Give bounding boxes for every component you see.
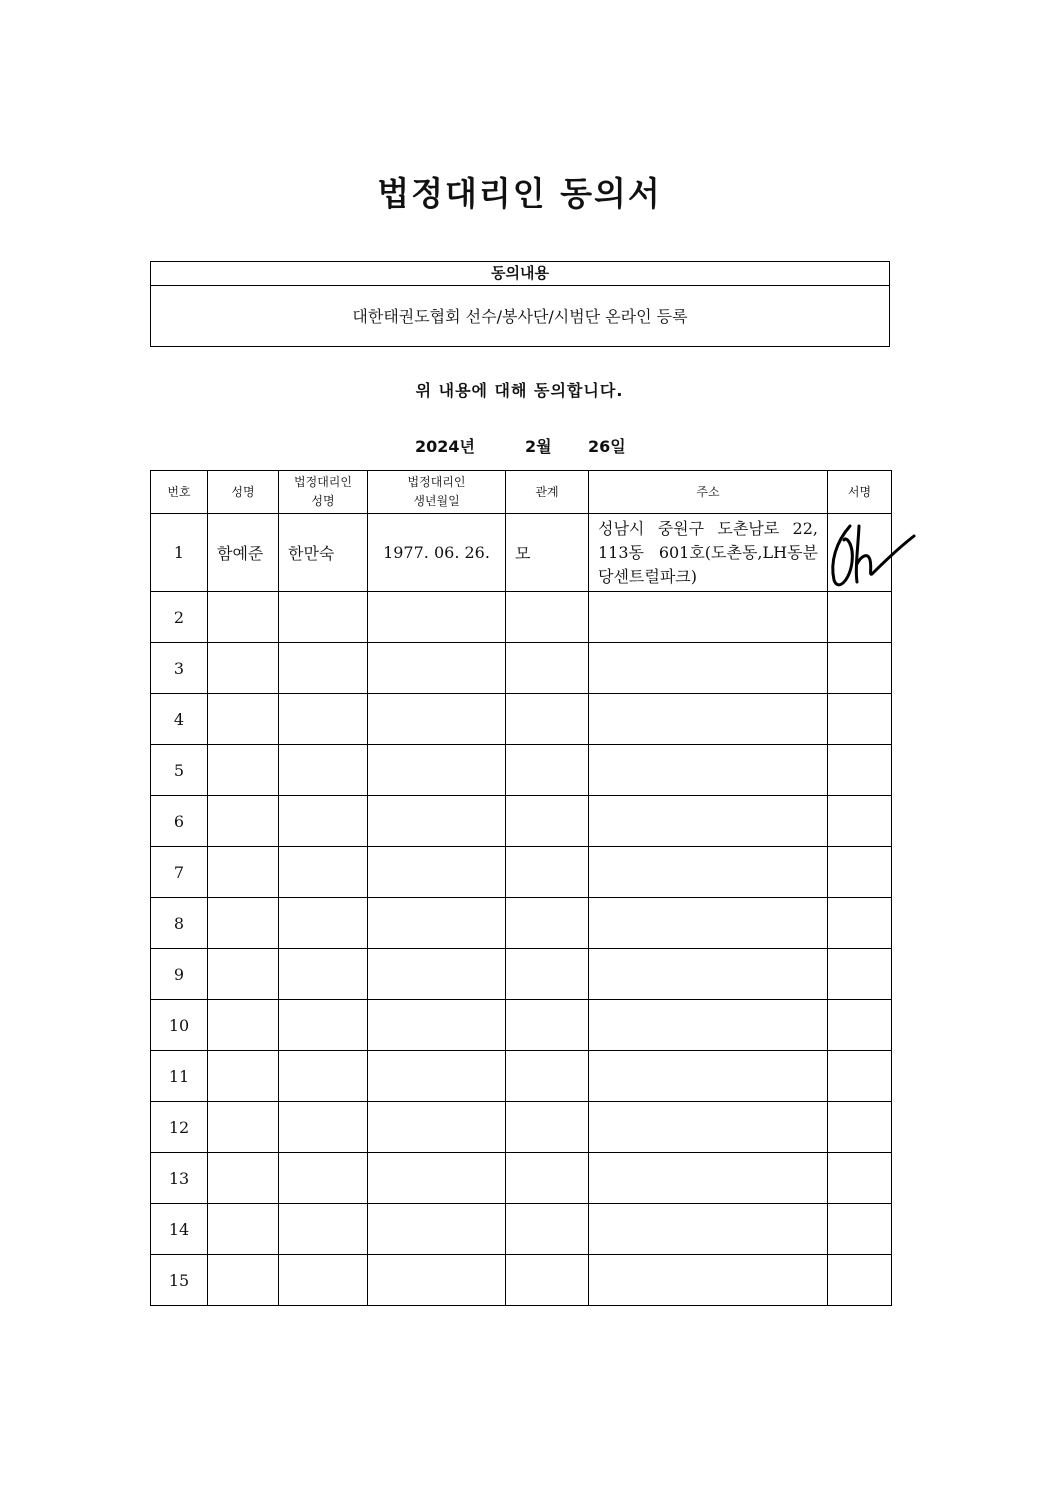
row-number: 3 xyxy=(151,643,208,694)
row-number: 2 xyxy=(151,592,208,643)
table-row xyxy=(151,949,892,1000)
document-title: 법정대리인 동의서 xyxy=(377,174,662,213)
row-number: 5 xyxy=(151,745,208,796)
row-number: 10 xyxy=(151,1000,208,1051)
table-row xyxy=(151,745,892,796)
date-day: 26일 xyxy=(588,437,626,456)
table-row xyxy=(151,643,892,694)
agreement-statement: 위 내용에 대해 동의합니다. xyxy=(415,381,624,400)
address: 성남시 중원구 도촌남로 22, 113동 601호(도촌동,LH동분당센트럴파크) xyxy=(589,514,828,592)
row-number: 15 xyxy=(151,1255,208,1306)
relation: 모 xyxy=(506,514,589,592)
header-signature: 서명 xyxy=(828,471,892,514)
table-row xyxy=(151,1153,892,1204)
guardian-name: 한만숙 xyxy=(279,514,368,592)
header-address: 주소 xyxy=(589,471,828,514)
date-month: 2월 xyxy=(525,437,552,456)
table-row xyxy=(151,592,892,643)
header-guardian-birth xyxy=(368,471,506,514)
table-row xyxy=(151,898,892,949)
consent-header: 동의내용 xyxy=(151,262,889,286)
row-number: 9 xyxy=(151,949,208,1000)
header-guardian-name-line2: 성명 xyxy=(311,494,335,508)
consent-content: 대한태권도협회 선수/봉사단/시범단 온라인 등록 xyxy=(352,307,688,326)
date-year: 2024년 xyxy=(415,437,475,456)
signature-cell xyxy=(828,514,892,592)
header-guardian-birth-line2: 생년월일 xyxy=(413,494,460,508)
table-row xyxy=(151,847,892,898)
header-guardian-name xyxy=(279,471,368,514)
header-relation: 관계 xyxy=(506,471,589,514)
signature-image xyxy=(828,518,923,593)
table-row xyxy=(151,514,892,592)
table-row xyxy=(151,1102,892,1153)
table-header-row xyxy=(151,471,892,514)
consent-box xyxy=(150,261,890,347)
table-row xyxy=(151,694,892,745)
table-row xyxy=(151,1255,892,1306)
student-name: 함예준 xyxy=(208,514,279,592)
row-number: 6 xyxy=(151,796,208,847)
row-number: 8 xyxy=(151,898,208,949)
row-number: 4 xyxy=(151,694,208,745)
row-number: 14 xyxy=(151,1204,208,1255)
header-guardian-birth-line1: 법정대리인 xyxy=(407,475,466,489)
row-number: 13 xyxy=(151,1153,208,1204)
guardian-birthdate: 1977. 06. 26. xyxy=(368,514,506,592)
guardian-table xyxy=(150,470,892,1306)
row-number: 1 xyxy=(151,514,208,592)
table-row xyxy=(151,1204,892,1255)
header-guardian-name-line1: 법정대리인 xyxy=(294,475,352,489)
header-no: 번호 xyxy=(151,471,208,514)
table-row xyxy=(151,796,892,847)
row-number: 12 xyxy=(151,1102,208,1153)
header-name: 성명 xyxy=(208,471,279,514)
row-number: 11 xyxy=(151,1051,208,1102)
table-row xyxy=(151,1000,892,1051)
row-number: 7 xyxy=(151,847,208,898)
table-row xyxy=(151,1051,892,1102)
